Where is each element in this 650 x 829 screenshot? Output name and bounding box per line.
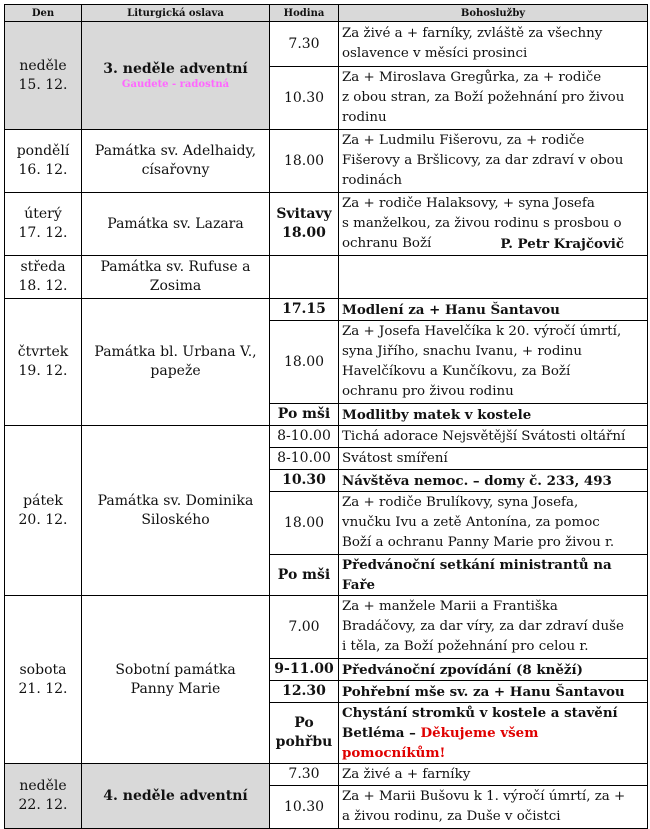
day-cell [5,193,82,256]
time-cell: 10.30 [270,67,339,130]
celebration-cell [82,256,270,299]
celebration-line: Siloského [141,511,210,528]
day-cell [5,764,82,829]
time-cell: 8-10.00 [270,448,339,470]
intention-line: Za + rodiče Brulíkovy, syna Josefa, [342,495,579,510]
intention-line: s manželkou, za živou rodinu s prosbou o [342,216,622,231]
celebration-line: císařovny [141,162,210,178]
celebration-cell [82,426,270,596]
mass-intention: Předvánoční zpovídání (8 kněží) [339,659,648,681]
day-name: pátek [23,492,63,509]
time-value: 18.00 [282,225,326,241]
time-cell: Po mši [270,404,339,426]
time-line: Po [294,715,314,731]
intention-line: z obou stran, za Boží požehnání pro živou [342,90,625,105]
mass-intention [339,22,648,67]
time-cell: 12.30 [270,681,339,703]
time-cell: 9-11.00 [270,659,339,681]
mass-intention [339,321,648,404]
priest-name: P. Petr Krajčovič [500,236,624,252]
intention-line: oslavence v měsíci prosinci [342,46,528,61]
celebration-title: 3. neděle adventní [103,61,248,77]
celebration-line: papeže [150,363,201,379]
day-name: neděle [19,57,67,74]
schedule-table [4,4,648,829]
day-date: 21. 12. [18,680,68,697]
intention-line: Za + Marii Bušovu k 1. výročí úmrtí, za + [342,789,626,804]
table-row [5,193,648,256]
day-date: 15. 12. [18,76,68,93]
mass-intention [339,492,648,555]
intention-line: Havelčíkovu a Kunčíkovu, za Boží [342,364,571,379]
celebration-line: Zosima [149,278,202,294]
intention-line: Fišerovy a Bršlicovy, za dar zdraví v obou [342,153,624,168]
mass-intention: Svátost smíření [339,448,648,470]
mass-intention: Návštěva nemoc. – domy č. 233, 493 [339,470,648,492]
day-cell [5,426,82,596]
day-date: 18. 12. [18,278,68,294]
celebration-line: Památka bl. Urbana V., [94,344,257,360]
table-row [5,596,648,659]
celebration-subtitle: Gaudete - radostná [121,79,230,90]
day-date: 22. 12. [18,797,68,813]
time-place: Svitavy [276,206,332,222]
time-cell: 10.30 [270,786,339,829]
mass-intention [339,256,648,299]
mass-intention: Pohřební mše sv. za + Hanu Šantavou [339,681,648,703]
time-cell: 7.30 [270,764,339,786]
mass-intention [339,193,648,256]
celebration-cell: Památka sv. Lazara [82,193,270,256]
intention-line: i těla, za Boží požehnání pro celou r. [342,639,589,654]
intention-line: ochranu pro živou rodinu [342,384,514,399]
intention-line: Bradáčovy, za dar víry, za dar zdraví duše [342,619,624,634]
table-row [5,426,648,448]
day-cell [5,130,82,193]
mass-intention [339,596,648,659]
celebration-line: Památka sv. Dominika [97,492,254,509]
mass-intention: Modlitby matek v kostele [339,404,648,426]
intention-line: Za živé a + farníky, zvláště za všechny [342,26,603,41]
time-cell: 18.00 [270,130,339,193]
celebration-cell [82,22,270,130]
celebration-line: Sobotní památka [115,661,236,678]
intention-line: syna Jiřího, snachu Ivanu, + rodinu [342,344,582,359]
mass-intention [339,786,648,829]
intention-line: Chystání stromků v kostele a stavění [342,705,618,721]
time-cell: 10.30 [270,470,339,492]
header-den: Den [5,5,82,22]
celebration-cell: 4. neděle adventní [82,764,270,829]
mass-intention: Za živé a + farníky [339,764,648,786]
intention-line [342,723,644,763]
mass-intention: Tichá adorace Nejsvětější Svátosti oltářní [339,426,648,448]
intention-text: ochranu Boží [342,236,432,251]
table-row [5,299,648,321]
header-bohosluzby: Bohoslužby [339,5,648,22]
time-cell [270,256,339,299]
intention-line: Boží a ochranu Panny Marie pro živou r. [342,535,615,550]
time-line: pohřbu [275,734,333,750]
day-name: středa [20,259,66,275]
day-name: úterý [24,206,62,222]
day-cell [5,596,82,764]
celebration-line: Památka sv. Adelhaidy, [94,143,257,159]
day-date: 17. 12. [18,225,68,241]
intention-line: Za + Miroslava Gregůrka, za + rodiče [342,70,602,85]
time-cell: 18.00 [270,492,339,555]
celebration-cell [82,130,270,193]
day-name: neděle [19,778,67,794]
day-date: 16. 12. [18,162,68,178]
time-cell [270,703,339,764]
intention-line: a živou rodinu, za Duše v očistci [342,809,561,824]
table-row [5,130,648,193]
celebration-line: Panny Marie [130,680,221,697]
celebration-line: Památka sv. Rufuse a [100,259,251,275]
intention-line: vnučku Ivu a zetě Antonína, za pomoc [342,515,600,530]
intention-line [342,234,644,254]
day-cell [5,22,82,130]
day-cell [5,299,82,426]
time-cell: 8-10.00 [270,426,339,448]
thanks-text: Děkujeme všem pomocníkům! [342,725,539,761]
time-cell [270,193,339,256]
mass-intention: Předvánoční setkání ministrantů na Faře [339,555,648,596]
header-oslava: Liturgická oslava [82,5,270,22]
time-cell: Po mši [270,555,339,596]
intention-line: Za + Josefa Havelčíka k 20. výročí úmrtí, [342,324,622,339]
day-date: 19. 12. [18,363,68,379]
day-cell [5,256,82,299]
mass-intention [339,130,648,193]
intention-text: Betléma – [342,725,421,741]
mass-intention: Modlení za + Hanu Šantavou [339,299,648,321]
intention-line: Za + Ludmilu Fišerovu, za + rodiče [342,133,585,148]
intention-line: Za + rodiče Halaksovy, + syna Josefa [342,196,595,211]
intention-line: Za + manžele Marii a Františka [342,599,558,614]
mass-intention [339,67,648,130]
intention-line: rodinu [342,110,387,125]
time-cell: 18.00 [270,321,339,404]
celebration-cell [82,596,270,764]
day-name: pondělí [16,143,70,159]
table-row [5,764,648,786]
mass-intention [339,703,648,764]
header-row [5,5,648,22]
day-name: sobota [19,661,67,678]
day-name: čtvrtek [17,344,69,360]
celebration-cell [82,299,270,426]
time-cell: 17.15 [270,299,339,321]
table-row [5,22,648,67]
day-date: 20. 12. [18,511,68,528]
time-cell: 7.30 [270,22,339,67]
table-row [5,256,648,299]
header-hodina: Hodina [270,5,339,22]
intention-line: rodinách [342,173,403,188]
time-cell: 7.00 [270,596,339,659]
